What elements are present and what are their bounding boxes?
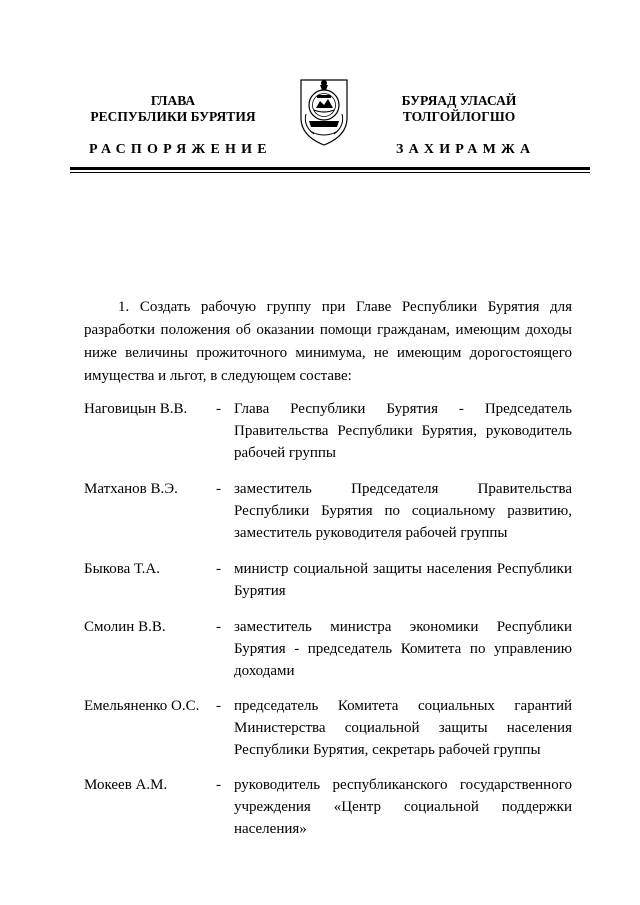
member-role: заместитель Председателя Правительства Республики Бурятия по социальному развитию, заместитель руководителя рабочей группы <box>234 481 572 541</box>
member-role: руководитель республиканского государственного учреждения «Центр социальной поддержки населения» <box>234 777 572 837</box>
member-dash: - <box>216 481 221 497</box>
member-dash: - <box>216 698 221 714</box>
member-name: Наговицын В.В. <box>84 401 188 417</box>
member-dash: - <box>216 561 221 577</box>
decree-paragraph-1: 1. Создать рабочую группу при Главе Республики Бурятия для разработки положения об оказании помощи гражданам, имеющим доходы ниже величины прожиточного минимума, не имеющим дорогостоящего имущества и льгот, в следующем составе: <box>84 299 572 384</box>
issuer-title-bua: БУРЯАД УЛАСАЙ <box>401 93 517 108</box>
issuer-russian <box>82 93 264 125</box>
issuer-buryat <box>380 93 538 125</box>
member-name: Смолин В.В. <box>84 619 166 635</box>
coat-of-arms-icon <box>296 74 352 148</box>
document-type-ru: РАСПОРЯЖЕНИЕ <box>89 142 272 157</box>
member-name: Емельяненко О.С. <box>84 698 200 714</box>
member-role: министр социальной защиты населения Республики Бурятия <box>234 561 572 599</box>
member-name: Матханов В.Э. <box>84 481 178 497</box>
document-type-bua: ЗАХИРАМЖА <box>396 142 536 157</box>
member-dash: - <box>216 619 221 635</box>
member-role: председатель Комитета социальных гарантий Министерства социальной защиты населения Республики Бурятия, секретарь рабочей группы <box>234 698 572 758</box>
member-dash: - <box>216 777 221 793</box>
issuer-region-ru: РЕСПУБЛИКИ БУРЯТИЯ <box>90 109 256 124</box>
member-role: Глава Республики Бурятия - Председатель Правительства Республики Бурятия, руководитель рабочей группы <box>234 401 572 461</box>
header-rule-thick <box>70 167 590 170</box>
issuer-region-bua: ТОЛГОЙЛОГШО <box>402 109 516 124</box>
member-dash: - <box>216 401 221 417</box>
issuer-title-ru: ГЛАВА <box>150 93 196 108</box>
header-rule-thin <box>70 172 590 173</box>
member-role: заместитель министра экономики Республики Бурятия - председатель Комитета по управлению доходами <box>234 619 572 679</box>
member-name: Мокеев А.М. <box>84 777 168 793</box>
member-name: Быкова Т.А. <box>84 561 161 577</box>
